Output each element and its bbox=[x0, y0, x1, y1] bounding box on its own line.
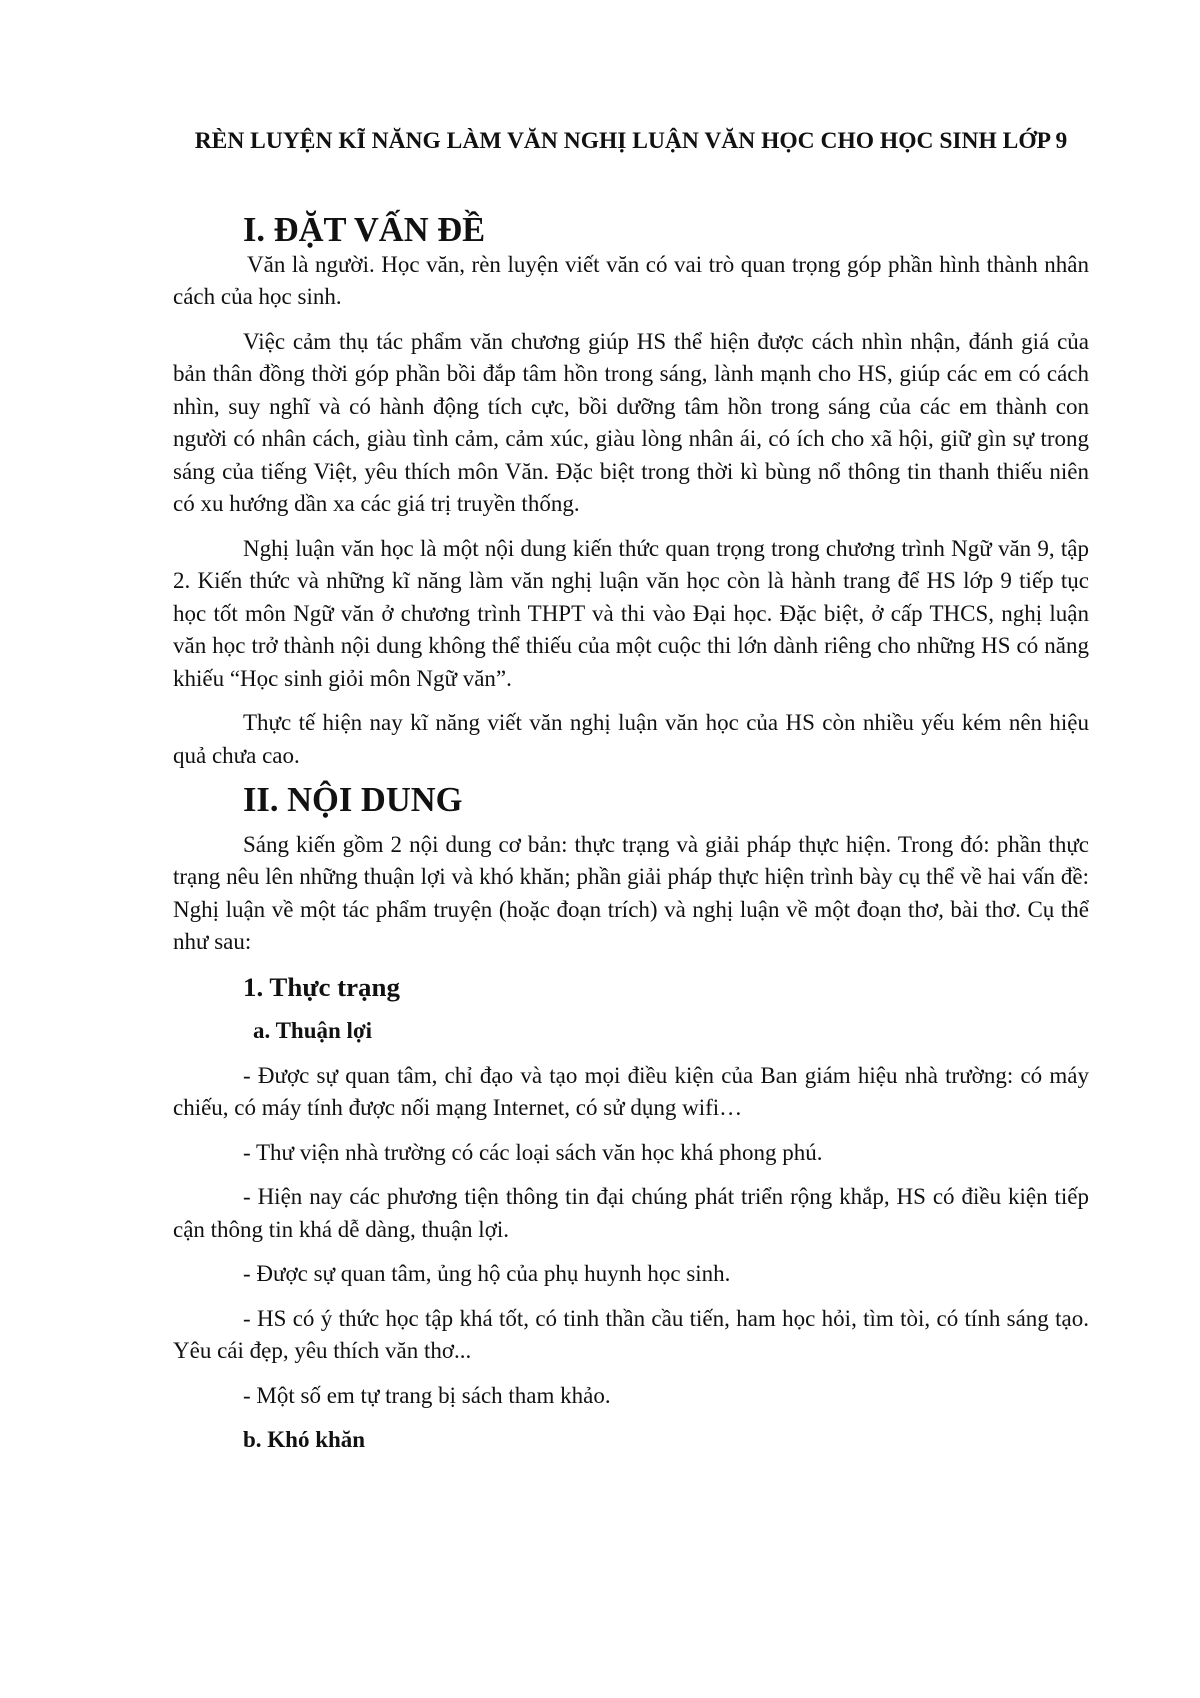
advantage-item-1: - Được sự quan tâm, chỉ đạo và tạo mọi điều kiện của Ban giám hiệu nhà trường: có máy chiếu, có máy tính được nối mạng Internet, có sử dụng wifi… bbox=[173, 1062, 1089, 1120]
section-1-heading: I. ĐẶT VẤN ĐỀ bbox=[243, 211, 486, 249]
section-2-heading: II. NỘI DUNG bbox=[243, 781, 463, 819]
advantage-item-2: - Thư viện nhà trường có các loại sách văn học khá phong phú. bbox=[243, 1139, 823, 1165]
advantage-item-5: - HS có ý thức học tập khá tốt, có tinh thần cầu tiến, ham học hỏi, tìm tòi, có tính sáng tạo. Yêu cái đẹp, yêu thích văn thơ... bbox=[173, 1305, 1089, 1363]
section-1-paragraph-1: Văn là người. Học văn, rèn luyện viết văn có vai trò quan trọng góp phần hình thành nhân cách của học sinh. bbox=[173, 251, 1089, 309]
subsection-1-heading: 1. Thực trạng bbox=[243, 971, 400, 1002]
advantage-item-3: - Hiện nay các phương tiện thông tin đại chúng phát triển rộng khắp, HS có điều kiện tiếp cận thông tin khá dễ dàng, thuận lợi. bbox=[173, 1184, 1089, 1242]
section-2-intro: Sáng kiến gồm 2 nội dung cơ bản: thực trạng và giải pháp thực hiện. Trong đó: phần thực trạng nêu lên những thuận lợi và khó khăn; phần giải pháp thực hiện trình bày cụ thể về hai vấn đề: Nghị luận về một tác phẩm truyện (hoặc đoạn trích) và nghị luận về một đoạn thơ, bài thơ. Cụ thể như sau: bbox=[173, 831, 1089, 954]
section-1-paragraph-3: Nghị luận văn học là một nội dung kiến thức quan trọng trong chương trình Ngữ văn 9, tập 2. Kiến thức và những kĩ năng làm văn nghị luận văn học còn là hành trang để HS lớp 9 tiếp tục học tốt môn Ngữ văn ở chương trình THPT và thi vào Đại học. Đặc biệt, ở cấp THCS, nghị luận văn học trở thành nội dung không thể thiếu của một cuộc thi lớn dành riêng cho những HS có năng khiếu “Học sinh giỏi môn Ngữ văn”. bbox=[173, 535, 1089, 691]
advantage-item-6: - Một số em tự trang bị sách tham khảo. bbox=[243, 1382, 611, 1408]
document-title: RÈN LUYỆN KĨ NĂNG LÀM VĂN NGHỊ LUẬN VĂN HỌC CHO HỌC SINH LỚP 9 bbox=[194, 128, 1068, 154]
advantages-heading: a. Thuận lợi bbox=[253, 1018, 373, 1043]
document-content bbox=[173, 125, 1089, 1469]
advantage-item-4: - Được sự quan tâm, ủng hộ của phụ huynh học sinh. bbox=[243, 1261, 731, 1286]
section-1-paragraph-2: Việc cảm thụ tác phẩm văn chương giúp HS thể hiện được cách nhìn nhận, đánh giá của bản thân đồng thời góp phần bồi đắp tâm hồn trong sáng, lành mạnh cho HS, giúp các em có cách nhìn, suy nghĩ và có hành động tích cực, bồi dưỡng tâm hồn trong sáng của các em thành con người có nhân cách, giàu tình cảm, cảm xúc, giàu lòng nhân ái, có ích cho xã hội, giữ gìn sự trong sáng của tiếng Việt, yêu thích môn Văn. Đặc biệt trong thời kì bùng nổ thông tin thanh thiếu niên có xu hướng dần xa các giá trị truyền thống. bbox=[173, 328, 1089, 516]
difficulties-heading: b. Khó khăn bbox=[243, 1427, 366, 1452]
section-1-paragraph-4: Thực tế hiện nay kĩ năng viết văn nghị luận văn học của HS còn nhiều yếu kém nên hiệu quả chưa cao. bbox=[173, 710, 1089, 768]
